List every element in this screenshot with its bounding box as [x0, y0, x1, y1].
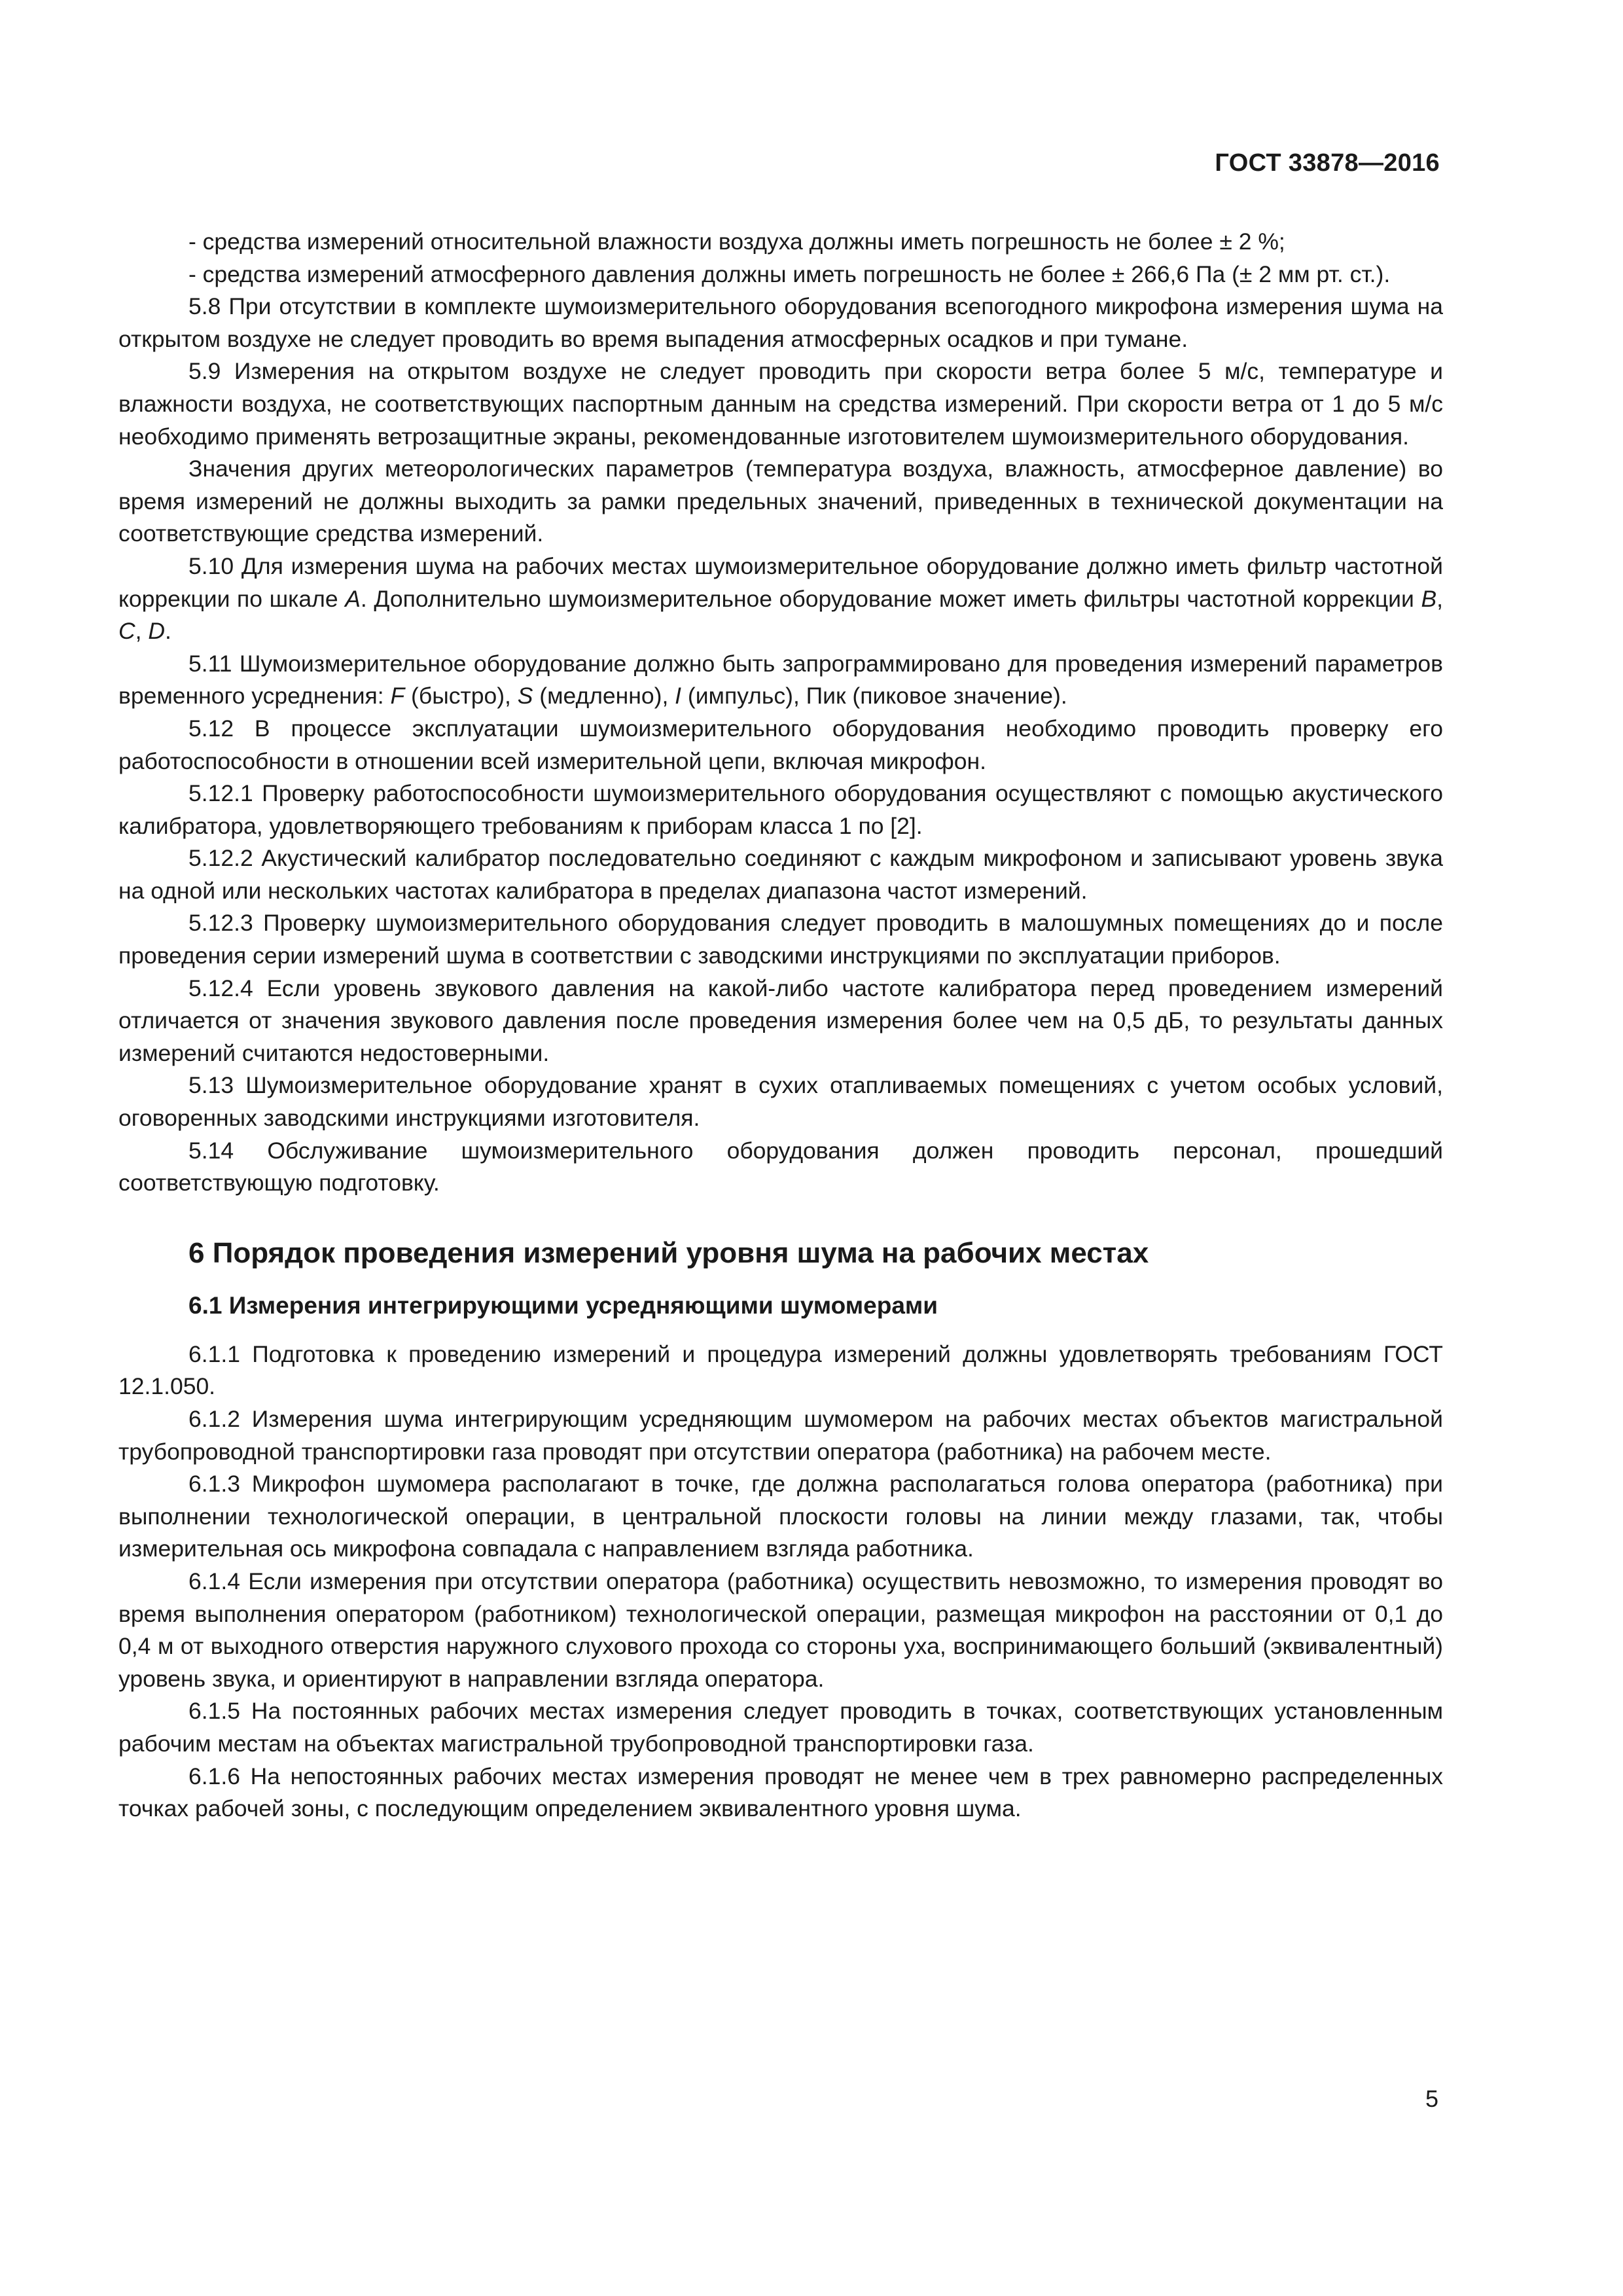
paragraph-5-9: 5.9 Измерения на открытом воздухе не следует проводить при скорости ветра более 5 м/с, температуре и влажности воздуха, не соответствующих паспортным данным на средства измерений. При скорости ветра от 1 до 5 м/с необходимо применять ветрозащитные экраны, рекомендованные изготовителем шумоизмерительного оборудования.: [118, 358, 1443, 450]
paragraph-5-10: 5.10 Для измерения шума на рабочих местах шумоизмерительное оборудование должно иметь фильтр частотной коррекции по шкале A. Дополнительно шумоизмерительное оборудование может иметь фильтры частотной коррекции B, C, D.: [118, 552, 1443, 645]
paragraph-6-1-6: 6.1.6 На непостоянных рабочих местах измерения проводят не менее чем в трех равномерно распределенных точках рабочей зоны, с последующим определением эквивалентного уровня шума.: [118, 1763, 1443, 1822]
section-title: 6 Порядок проведения измерений уровня шума на рабочих местах: [188, 1236, 1149, 1269]
paragraph-humidity: - средства измерений относительной влажности воздуха должны иметь погрешность не более ± 2 %;: [188, 228, 1285, 255]
paragraph-5-13: 5.13 Шумоизмерительное оборудование хранят в сухих отапливаемых помещениях с учетом особых условий, оговоренных заводскими инструкциями изготовителя.: [118, 1072, 1443, 1132]
paragraph-5-12-3: 5.12.3 Проверку шумоизмерительного оборудования следует проводить в малошумных помещениях до и после проведения серии измерений шума в соответствии с заводскими инструкциями по эксплуатации приборов.: [118, 910, 1443, 969]
paragraph-5-12: 5.12 В процессе эксплуатации шумоизмерительного оборудования необходимо проводить проверку его работоспособности в отношении всей измерительной цепи, включая микрофон.: [118, 715, 1443, 774]
paragraph-6-1-4: 6.1.4 Если измерения при отсутствии оператора (работника) осуществить невозможно, то измерения проводят во время выполнения оператором (работником) технологической операции, размещая микрофон на расстоянии от 0,1 до 0,4 м от выходного отверстия наружного слухового прохода со стороны уха, воспринимающего больший (эквивалентный) уровень звука, и ориентируют в направлении взгляда оператора.: [118, 1568, 1443, 1692]
paragraph-6-1-3: 6.1.3 Микрофон шумомера располагают в точке, где должна располагаться голова оператора (работника) при выполнении технологической операции, в центральной плоскости головы на линии между глазами, так, чтобы измерительная ось микрофона совпадала с направлением взгляда работника.: [118, 1471, 1443, 1562]
subsection-title: 6.1 Измерения интегрирующими усредняющими шумомерами: [188, 1291, 938, 1319]
paragraph-6-1-5: 6.1.5 На постоянных рабочих местах измерения следует проводить в точках, соответствующих установленным рабочим местам на объектах магистральной трубопроводной транспортировки газа.: [118, 1698, 1443, 1757]
paragraph-5-8: 5.8 При отсутствии в комплекте шумоизмерительного оборудования всепогодного микрофона измерения шума на открытом воздухе не следует проводить во время выпадения атмосферных осадков и при тумане.: [118, 293, 1443, 352]
paragraph-5-11: 5.11 Шумоизмерительное оборудование должно быть запрограммировано для проведения измерений параметров временного усреднения: F (быстро), S (медленно), I (импульс), Пик (пиковое значение).: [118, 650, 1443, 709]
paragraph-5-12-1: 5.12.1 Проверку работоспособности шумоизмерительного оборудования осуществляют с помощью акустического калибратора, удовлетворяющего требованиям к приборам класса 1 по [2].: [118, 780, 1443, 839]
paragraph-meteo: Значения других метеорологических параметров (температура воздуха, влажность, атмосферное давление) во время измерений не должны выходить за рамки предельных значений, приведенных в технической документации на соответствующие средства измерений.: [118, 456, 1443, 547]
page-number: 5: [1425, 2085, 1438, 2112]
paragraph-5-12-4: 5.12.4 Если уровень звукового давления на какой-либо частоте калибратора перед проведением измерений отличается от значения звукового давления после проведения измерения более чем на 0,5 дБ, то результаты данных измерений считаются недостоверными.: [118, 975, 1443, 1066]
document-id-header: ГОСТ 33878—2016: [1215, 149, 1440, 177]
page-content: [118, 226, 1443, 1825]
paragraph-5-12-2: 5.12.2 Акустический калибратор последовательно соединяют с каждым микрофоном и записывают уровень звука на одной или нескольких частотах калибратора в пределах диапазона частот измерений.: [118, 845, 1443, 904]
paragraph-6-1-2: 6.1.2 Измерения шума интегрирующим усредняющим шумомером на рабочих местах объектов магистральной трубопроводной транспортировки газа проводят при отсутствии оператора (работника) на рабочем месте.: [118, 1406, 1443, 1465]
paragraph-5-14: 5.14 Обслуживание шумоизмерительного оборудования должен проводить персонал, прошедший соответствующую подготовку.: [118, 1137, 1443, 1196]
paragraph-6-1-1: 6.1.1 Подготовка к проведению измерений и процедура измерений должны удовлетворять требованиям ГОСТ 12.1.050.: [118, 1340, 1443, 1400]
paragraph-pressure: - средства измерений атмосферного давления должны иметь погрешность не более ± 266,6 Па (± 2 мм рт. ст.).: [188, 260, 1391, 287]
